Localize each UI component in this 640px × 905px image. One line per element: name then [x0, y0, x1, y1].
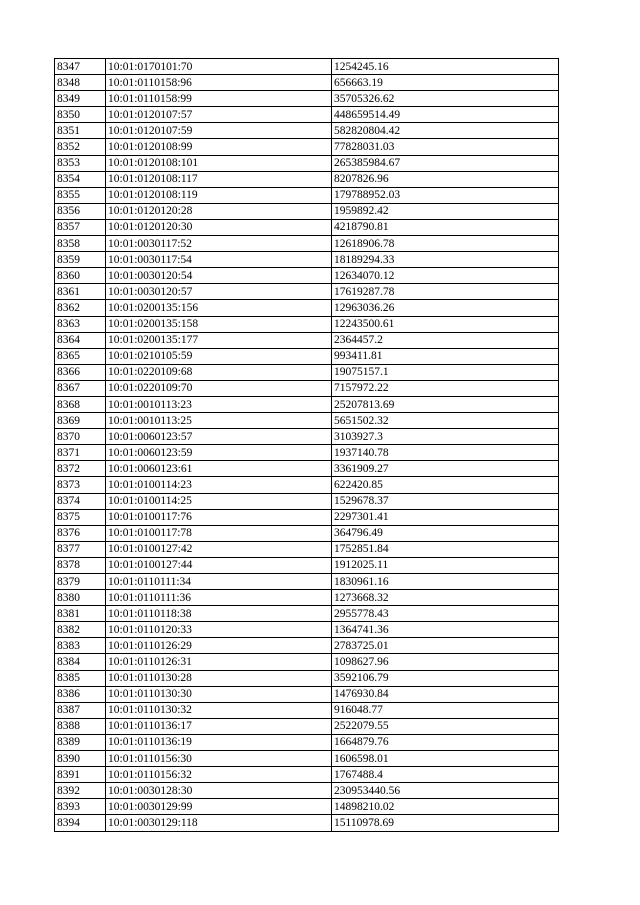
row-number-cell: 8394 — [55, 815, 106, 831]
value-cell: 1959892.42 — [332, 203, 559, 219]
value-cell: 1664879.76 — [332, 734, 559, 750]
value-cell: 2783725.01 — [332, 638, 559, 654]
value-cell: 179788952.03 — [332, 187, 559, 203]
row-number-cell: 8391 — [55, 767, 106, 783]
cadastral-number-cell: 10:01:0110158:99 — [106, 91, 332, 107]
table-row — [55, 203, 559, 219]
table-row — [55, 815, 559, 831]
row-number-cell: 8350 — [55, 107, 106, 123]
row-number-cell: 8386 — [55, 686, 106, 702]
table-row — [55, 300, 559, 316]
table-row — [55, 461, 559, 477]
value-cell: 2364457.2 — [332, 332, 559, 348]
cadastral-number-cell: 10:01:0100127:42 — [106, 541, 332, 557]
value-cell: 12634070.12 — [332, 268, 559, 284]
table-row — [55, 107, 559, 123]
cadastral-value-table — [54, 58, 559, 832]
row-number-cell: 8367 — [55, 380, 106, 396]
value-cell: 1529678.37 — [332, 493, 559, 509]
value-cell: 1273668.32 — [332, 590, 559, 606]
table-row — [55, 284, 559, 300]
row-number-cell: 8362 — [55, 300, 106, 316]
cadastral-number-cell: 10:01:0120120:30 — [106, 219, 332, 235]
cadastral-number-cell: 10:01:0110136:19 — [106, 734, 332, 750]
value-cell: 1364741.36 — [332, 622, 559, 638]
row-number-cell: 8381 — [55, 606, 106, 622]
table-row — [55, 236, 559, 252]
cadastral-number-cell: 10:01:0060123:57 — [106, 429, 332, 445]
table-row — [55, 477, 559, 493]
value-cell: 14898210.02 — [332, 799, 559, 815]
value-cell: 12243500.61 — [332, 316, 559, 332]
row-number-cell: 8359 — [55, 252, 106, 268]
row-number-cell: 8373 — [55, 477, 106, 493]
cadastral-number-cell: 10:01:0100127:44 — [106, 557, 332, 573]
value-cell: 1098627.96 — [332, 654, 559, 670]
table-row — [55, 445, 559, 461]
value-cell: 993411.81 — [332, 348, 559, 364]
value-cell: 12963036.26 — [332, 300, 559, 316]
row-number-cell: 8361 — [55, 284, 106, 300]
value-cell: 916048.77 — [332, 702, 559, 718]
table-row — [55, 332, 559, 348]
row-number-cell: 8355 — [55, 187, 106, 203]
table-row — [55, 139, 559, 155]
cadastral-number-cell: 10:01:0030117:52 — [106, 236, 332, 252]
value-cell: 7157972.22 — [332, 380, 559, 396]
value-cell: 3361909.27 — [332, 461, 559, 477]
cadastral-number-cell: 10:01:0110120:33 — [106, 622, 332, 638]
row-number-cell: 8354 — [55, 171, 106, 187]
value-cell: 582820804.42 — [332, 123, 559, 139]
value-cell: 364796.49 — [332, 525, 559, 541]
table-row — [55, 799, 559, 815]
table-body — [55, 59, 559, 832]
value-cell: 656663.19 — [332, 75, 559, 91]
cadastral-number-cell: 10:01:0100114:23 — [106, 477, 332, 493]
table-row — [55, 91, 559, 107]
row-number-cell: 8382 — [55, 622, 106, 638]
row-number-cell: 8356 — [55, 203, 106, 219]
cadastral-number-cell: 10:01:0120107:59 — [106, 123, 332, 139]
value-cell: 19075157.1 — [332, 364, 559, 380]
cadastral-number-cell: 10:01:0120107:57 — [106, 107, 332, 123]
row-number-cell: 8378 — [55, 557, 106, 573]
table-row — [55, 348, 559, 364]
table-row — [55, 541, 559, 557]
row-number-cell: 8380 — [55, 590, 106, 606]
table-row — [55, 75, 559, 91]
row-number-cell: 8387 — [55, 702, 106, 718]
value-cell: 1606598.01 — [332, 751, 559, 767]
row-number-cell: 8377 — [55, 541, 106, 557]
cadastral-number-cell: 10:01:0010113:23 — [106, 396, 332, 412]
cadastral-number-cell: 10:01:0110130:30 — [106, 686, 332, 702]
table-row — [55, 155, 559, 171]
cadastral-number-cell: 10:01:0030129:99 — [106, 799, 332, 815]
table-row — [55, 413, 559, 429]
cadastral-number-cell: 10:01:0200135:158 — [106, 316, 332, 332]
table-row — [55, 654, 559, 670]
value-cell: 622420.85 — [332, 477, 559, 493]
table-row — [55, 171, 559, 187]
cadastral-number-cell: 10:01:0100114:25 — [106, 493, 332, 509]
table-row — [55, 252, 559, 268]
cadastral-number-cell: 10:01:0110111:34 — [106, 574, 332, 590]
row-number-cell: 8360 — [55, 268, 106, 284]
table-row — [55, 574, 559, 590]
value-cell: 2955778.43 — [332, 606, 559, 622]
value-cell: 5651502.32 — [332, 413, 559, 429]
row-number-cell: 8358 — [55, 236, 106, 252]
row-number-cell: 8375 — [55, 509, 106, 525]
row-number-cell: 8352 — [55, 139, 106, 155]
row-number-cell: 8349 — [55, 91, 106, 107]
value-cell: 1752851.84 — [332, 541, 559, 557]
table-row — [55, 123, 559, 139]
value-cell: 230953440.56 — [332, 783, 559, 799]
cadastral-number-cell: 10:01:0060123:61 — [106, 461, 332, 477]
row-number-cell: 8383 — [55, 638, 106, 654]
table-row — [55, 509, 559, 525]
row-number-cell: 8372 — [55, 461, 106, 477]
cadastral-number-cell: 10:01:0110156:30 — [106, 751, 332, 767]
cadastral-number-cell: 10:01:0110126:29 — [106, 638, 332, 654]
cadastral-number-cell: 10:01:0030128:30 — [106, 783, 332, 799]
row-number-cell: 8385 — [55, 670, 106, 686]
row-number-cell: 8389 — [55, 734, 106, 750]
cadastral-number-cell: 10:01:0110126:31 — [106, 654, 332, 670]
cadastral-number-cell: 10:01:0120108:99 — [106, 139, 332, 155]
cadastral-number-cell: 10:01:0120108:117 — [106, 171, 332, 187]
row-number-cell: 8392 — [55, 783, 106, 799]
table-row — [55, 686, 559, 702]
value-cell: 1476930.84 — [332, 686, 559, 702]
row-number-cell: 8364 — [55, 332, 106, 348]
row-number-cell: 8384 — [55, 654, 106, 670]
cadastral-number-cell: 10:01:0110130:32 — [106, 702, 332, 718]
value-cell: 4218790.81 — [332, 219, 559, 235]
value-cell: 1767488.4 — [332, 767, 559, 783]
table-row — [55, 670, 559, 686]
cadastral-number-cell: 10:01:0110136:17 — [106, 718, 332, 734]
cadastral-number-cell: 10:01:0220109:70 — [106, 380, 332, 396]
row-number-cell: 8363 — [55, 316, 106, 332]
cadastral-number-cell: 10:01:0100117:76 — [106, 509, 332, 525]
cadastral-number-cell: 10:01:0030120:54 — [106, 268, 332, 284]
cadastral-number-cell: 10:01:0210105:59 — [106, 348, 332, 364]
cadastral-number-cell: 10:01:0120108:119 — [106, 187, 332, 203]
value-cell: 265385984.67 — [332, 155, 559, 171]
row-number-cell: 8357 — [55, 219, 106, 235]
table-row — [55, 751, 559, 767]
row-number-cell: 8351 — [55, 123, 106, 139]
row-number-cell: 8379 — [55, 574, 106, 590]
value-cell: 77828031.03 — [332, 139, 559, 155]
value-cell: 15110978.69 — [332, 815, 559, 831]
value-cell: 1254245.16 — [332, 59, 559, 75]
table-row — [55, 606, 559, 622]
table-row — [55, 783, 559, 799]
value-cell: 1937140.78 — [332, 445, 559, 461]
table-row — [55, 638, 559, 654]
value-cell: 2522079.55 — [332, 718, 559, 734]
cadastral-number-cell: 10:01:0220109:68 — [106, 364, 332, 380]
row-number-cell: 8388 — [55, 718, 106, 734]
row-number-cell: 8370 — [55, 429, 106, 445]
row-number-cell: 8347 — [55, 59, 106, 75]
value-cell: 35705326.62 — [332, 91, 559, 107]
value-cell: 1830961.16 — [332, 574, 559, 590]
value-cell: 25207813.69 — [332, 396, 559, 412]
row-number-cell: 8353 — [55, 155, 106, 171]
table-row — [55, 59, 559, 75]
cadastral-number-cell: 10:01:0110111:36 — [106, 590, 332, 606]
cadastral-number-cell: 10:01:0110118:38 — [106, 606, 332, 622]
row-number-cell: 8369 — [55, 413, 106, 429]
table-row — [55, 219, 559, 235]
value-cell: 448659514.49 — [332, 107, 559, 123]
table-row — [55, 734, 559, 750]
value-cell: 2297301.41 — [332, 509, 559, 525]
cadastral-number-cell: 10:01:0010113:25 — [106, 413, 332, 429]
row-number-cell: 8393 — [55, 799, 106, 815]
row-number-cell: 8376 — [55, 525, 106, 541]
row-number-cell: 8348 — [55, 75, 106, 91]
table-row — [55, 557, 559, 573]
table-row — [55, 187, 559, 203]
table-row — [55, 268, 559, 284]
cadastral-number-cell: 10:01:0100117:78 — [106, 525, 332, 541]
cadastral-number-cell: 10:01:0200135:177 — [106, 332, 332, 348]
table-row — [55, 525, 559, 541]
table-row — [55, 380, 559, 396]
row-number-cell: 8368 — [55, 396, 106, 412]
value-cell: 18189294.33 — [332, 252, 559, 268]
value-cell: 8207826.96 — [332, 171, 559, 187]
row-number-cell: 8366 — [55, 364, 106, 380]
table-row — [55, 429, 559, 445]
cadastral-number-cell: 10:01:0110158:96 — [106, 75, 332, 91]
table-row — [55, 702, 559, 718]
cadastral-number-cell: 10:01:0120108:101 — [106, 155, 332, 171]
value-cell: 17619287.78 — [332, 284, 559, 300]
table-row — [55, 718, 559, 734]
row-number-cell: 8374 — [55, 493, 106, 509]
cadastral-number-cell: 10:01:0170101:70 — [106, 59, 332, 75]
cadastral-number-cell: 10:01:0030120:57 — [106, 284, 332, 300]
table-row — [55, 396, 559, 412]
value-cell: 1912025.11 — [332, 557, 559, 573]
cadastral-number-cell: 10:01:0030129:118 — [106, 815, 332, 831]
cadastral-number-cell: 10:01:0120120:28 — [106, 203, 332, 219]
table-row — [55, 590, 559, 606]
row-number-cell: 8365 — [55, 348, 106, 364]
table-row — [55, 316, 559, 332]
cadastral-number-cell: 10:01:0110156:32 — [106, 767, 332, 783]
table-row — [55, 364, 559, 380]
row-number-cell: 8390 — [55, 751, 106, 767]
table-row — [55, 493, 559, 509]
cadastral-number-cell: 10:01:0060123:59 — [106, 445, 332, 461]
table-row — [55, 622, 559, 638]
value-cell: 3592106.79 — [332, 670, 559, 686]
value-cell: 12618906.78 — [332, 236, 559, 252]
table-row — [55, 767, 559, 783]
cadastral-number-cell: 10:01:0200135:156 — [106, 300, 332, 316]
row-number-cell: 8371 — [55, 445, 106, 461]
cadastral-number-cell: 10:01:0110130:28 — [106, 670, 332, 686]
value-cell: 3103927.3 — [332, 429, 559, 445]
cadastral-number-cell: 10:01:0030117:54 — [106, 252, 332, 268]
